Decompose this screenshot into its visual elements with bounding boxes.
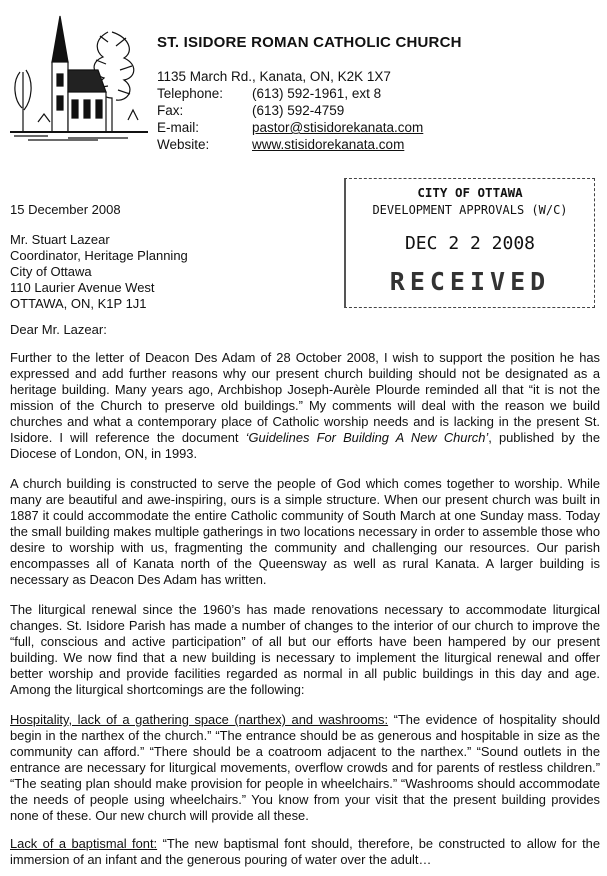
contact-website: Website: www.stisidorekanata.com xyxy=(157,137,405,152)
paragraph-1: Further to the letter of Deacon Des Adam of 28 October 2008, I wish to support the position he has expressed and add further reasons why our present church building should not be designated as a heritage building. Many years ago, Archbishop Joseph-Aurèle Plourde reminded all that “it is not the mission of the Church to preserve old buildings.” My comments will deal with the reason we build churches and what a contemporary place of Catholic worship needs and is lacking in the present St. Isidore. I will reference the document ‘Guidelines For Building A New Church’, published by the Diocese of London, ON, in 1993. xyxy=(10,350,600,461)
recipient-street: 110 Laurier Avenue West xyxy=(10,280,155,295)
email-link[interactable]: pastor@stisidorekanata.com xyxy=(252,120,424,135)
contact-email: E-mail: pastor@stisidorekanata.com xyxy=(157,120,424,135)
stamp-city: CITY OF OTTAWA xyxy=(417,185,523,200)
received-stamp xyxy=(344,178,595,308)
recipient-name: Mr. Stuart Lazear xyxy=(10,232,110,247)
contact-telephone: Telephone: (613) 592-1961, ext 8 xyxy=(157,86,382,101)
paragraph-baptismal-font: Lack of a baptismal font: “The new baptismal font should, therefore, be constructed to allow for the immersion of an infant and the generous pouring of water over the adult… xyxy=(10,836,600,867)
recipient-address xyxy=(10,232,188,312)
church-name: ST. ISIDORE ROMAN CATHOLIC CHURCH xyxy=(157,34,462,51)
paragraph-3: The liturgical renewal since the 1960’s has made renovations necessary to accommodate liturgical changes. St. Isidore Parish has made a number of changes to the interior of our church to improve the “full, conscious and active participation” of all but our efforts have been hampered by our present building. We now find that a new building is necessary to implement the liturgical renewal and offer better worship and provide facilities regarded as normal in all public buildings in this day and age. Among the liturgical shortcomings are the following: xyxy=(10,602,600,697)
contact-fax: Fax: (613) 592-4759 xyxy=(157,103,345,118)
stamp-date: DEC 2 2 2008 xyxy=(404,233,536,254)
letter-date: 15 December 2008 xyxy=(10,202,121,217)
stamp-received: RECEIVED xyxy=(389,267,551,296)
paragraph-hospitality: Hospitality, lack of a gathering space (narthex) and washrooms: “The evidence of hospitality should begin in the narthex of the church.” “The entrance should be as generous and hospitable in size as the community can afford.” “There should be a coatroom adjacent to the narthex.” “Sound outlets in the entrance are necessary for liturgical movements, overflow crowds and for parents of restless children.” “The seating plan should make provision for people in wheelchairs.” “Washrooms should accommodate the needs of people using wheelchairs.” You know from your visit that the present building provides none of these. Our new church will provide all these. xyxy=(10,712,600,823)
recipient-title: Coordinator, Heritage Planning xyxy=(10,248,188,263)
stamp-department: DEVELOPMENT APPROVALS (W/C) xyxy=(372,203,568,217)
paragraph-2: A church building is constructed to serve the people of God which comes together to worship. While many are beautiful and awe-inspiring, ours is a simple structure. When our present church was built in 1887 it could accommodate the entire Catholic community of South March at one Sunday mass. Today the small building makes multiple gatherings in two locations necessary in order to assemble those who desire to worship with us, fragmenting the community and challenging our resources. Our parish encompasses all of Kanata north of the Queensway as well as rural Kanata. A larger building is necessary as Deacon Des Adam has written. xyxy=(10,476,600,587)
salutation: Dear Mr. Lazear: xyxy=(10,322,107,337)
contact-block xyxy=(157,68,423,153)
section-heading-baptismal-font: Lack of a baptismal font: xyxy=(10,836,158,851)
recipient-city: OTTAWA, ON, K1P 1J1 xyxy=(10,296,147,311)
document-title: ‘Guidelines For Building A New Church’ xyxy=(245,430,489,445)
website-link[interactable]: www.stisidorekanata.com xyxy=(252,137,405,152)
church-address: 1135 March Rd., Kanata, ON, K2K 1X7 xyxy=(157,69,391,84)
church-illustration-icon xyxy=(8,12,150,142)
section-heading-hospitality: Hospitality, lack of a gathering space (narthex) and washrooms: xyxy=(10,712,389,727)
recipient-org: City of Ottawa xyxy=(10,264,92,279)
